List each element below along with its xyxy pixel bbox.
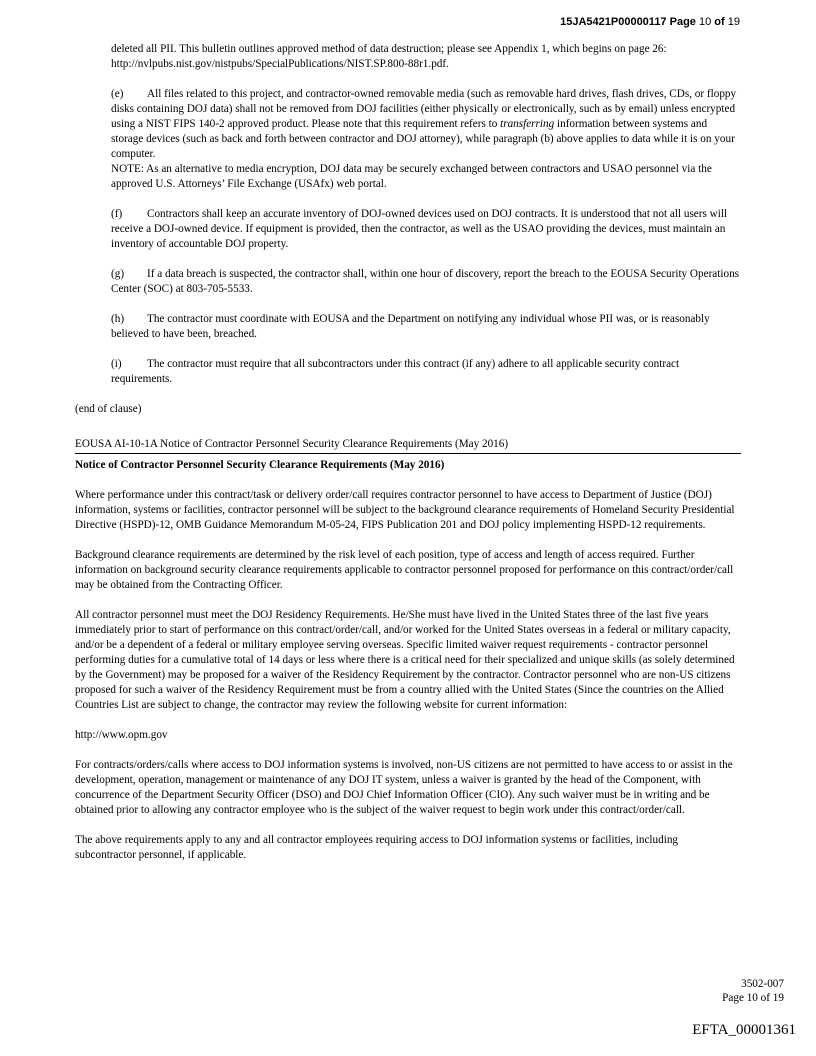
paragraph-e-label: (e) xyxy=(111,88,124,100)
page-header xyxy=(560,15,740,29)
paragraph-e-text-2: information between systems and storage devices (such as back and forth between contractor and DOJ attorney), while paragraph (b) above applies to data while it is on your computer. xyxy=(111,118,735,160)
continuation-paragraph: deleted all PII. This bulletin outlines approved method of data destruction; please see Appendix 1, which begins on page 26: http://nvlpubs.nist.gov/nistpubs/SpecialPublications/NIST.SP.800-88r1.pdf. xyxy=(111,43,667,70)
page-word: Page xyxy=(669,16,696,28)
paragraph-g xyxy=(111,267,741,297)
paragraph-i-text: The contractor must require that all subcontractors under this contract (if any) adhere to all applicable security contract requirements. xyxy=(111,358,680,385)
paragraph-h-text: The contractor must coordinate with EOUSA and the Department on notifying any individual whose PII was, or is reasonably believed to have been, breached. xyxy=(111,313,710,340)
paragraph-f-label: (f) xyxy=(111,208,123,220)
paragraph-f xyxy=(111,207,741,252)
paragraph-e xyxy=(111,87,741,192)
page-number: 10 xyxy=(698,16,712,28)
paragraph-h-label: (h) xyxy=(111,313,125,325)
paragraph-g-text: If a data breach is suspected, the contractor shall, within one hour of discovery, report the breach to the EOUSA Security Operations Center (SOC) at 803-705-5533. xyxy=(111,268,740,295)
paragraph-h xyxy=(111,312,741,342)
clause-paragraph-4: For contracts/orders/calls where access to DOJ information systems is involved, non-US citizens are not permitted to have access to or assist in the development, operation, management or maintenance of any DOJ IT system, unless a waiver is granted by the head of the Component, with concurrence of the Department Security Officer (DSO) and DOJ Chief Information Officer (CIO). Any such waiver must be in writing and be obtained prior to allowing any contractor employee who is the subject of the waiver request to begin work under this contract/order/call. xyxy=(75,759,733,816)
page-total: 19 xyxy=(727,16,740,28)
clause-paragraph-1: Where performance under this contract/task or delivery order/call requires contractor personnel to have access to Department of Justice (DOJ) information, systems or facilities, contractor personnel will be subject to the background clearance requirements of Homeland Security Presidential Directive (HSPD)-12, OMB Guidance Memorandum M-05-24, FIPS Publication 201 and DOJ policy implementing HSPD-12 requirements. xyxy=(75,489,735,531)
paragraph-e-italic: transferring xyxy=(500,118,555,130)
opm-url: http://www.opm.gov xyxy=(75,729,168,741)
page-body xyxy=(75,42,741,878)
end-of-clause: (end of clause) xyxy=(75,403,142,415)
paragraph-i-label: (i) xyxy=(111,358,122,370)
clause-title: Notice of Contractor Personnel Security Clearance Requirements (May 2016) xyxy=(75,459,445,471)
clause-paragraph-3: All contractor personnel must meet the DOJ Residency Requirements. He/She must have lived in the United States three of the last five years immediately prior to start of performance on this contract/order/call, and/or worked for the United States overseas in a federal or military capacity, and/or be a dependent of a federal or military employee serving overseas. Specific limited waiver request requirements - contractor personnel performing duties for a cumulative total of 14 days or less where there is a critical need for their specialized and unique skills (as solely determined by the Government) may be proposed for a waiver of the Residency Requirement by the contractor. Contractor personnel who are non-US citizens proposed for such a waiver of the Residency Requirement must be from a country allied with the United States (Since the countries on the Allied Countries List are subject to change, the contractor may review the following website for current information: xyxy=(75,609,735,711)
form-number: 3502-007 xyxy=(741,978,784,990)
of-word: of xyxy=(714,16,725,28)
clause-paragraph-5: The above requirements apply to any and all contractor employees requiring access to DOJ information systems or facilities, including subcontractor personnel, if applicable. xyxy=(75,834,679,861)
document-id: 15JA5421P00000117 xyxy=(560,16,667,28)
footer-page: Page 10 of 19 xyxy=(722,992,784,1004)
paragraph-f-text: Contractors shall keep an accurate inventory of DOJ-owned devices used on DOJ contracts. It is understood that not all users will receive a DOJ-owned device. If equipment is provided, then the contractor, as well as the USAO providing the devices, must maintain an inventory of accountable DOJ property. xyxy=(111,208,728,250)
efta-stamp: EFTA_00001361 xyxy=(692,1022,796,1038)
paragraph-i xyxy=(111,357,741,387)
paragraph-e-text-1: All files related to this project, and contractor-owned removable media (such as removable hard drives, flash drives, CDs, or floppy disks containing DOJ data) shall not be removed from DOJ facilities (either physically or electronically, such as by email) unless encrypted using a NIST FIPS 140-2 approved product. Please note that this requirement refers to xyxy=(111,88,737,130)
page-footer xyxy=(722,977,784,1005)
clause-paragraph-2: Background clearance requirements are determined by the risk level of each position, type of access and length of access required. Further information on background security clearance requirements applicable to contractor personnel proposed for performance on this contract/order/call may be obtained from the Contracting Officer. xyxy=(75,549,734,591)
paragraph-e-body xyxy=(111,87,741,162)
clause-heading-line: EOUSA AI-10-1A Notice of Contractor Personnel Security Clearance Requirements (May 2016) xyxy=(75,437,741,454)
paragraph-g-label: (g) xyxy=(111,268,125,280)
paragraph-e-note: NOTE: As an alternative to media encryption, DOJ data may be securely exchanged between contractors and USAO personnel via the approved U.S. Attorneys’ File Exchange (USAfx) web portal. xyxy=(111,163,712,190)
